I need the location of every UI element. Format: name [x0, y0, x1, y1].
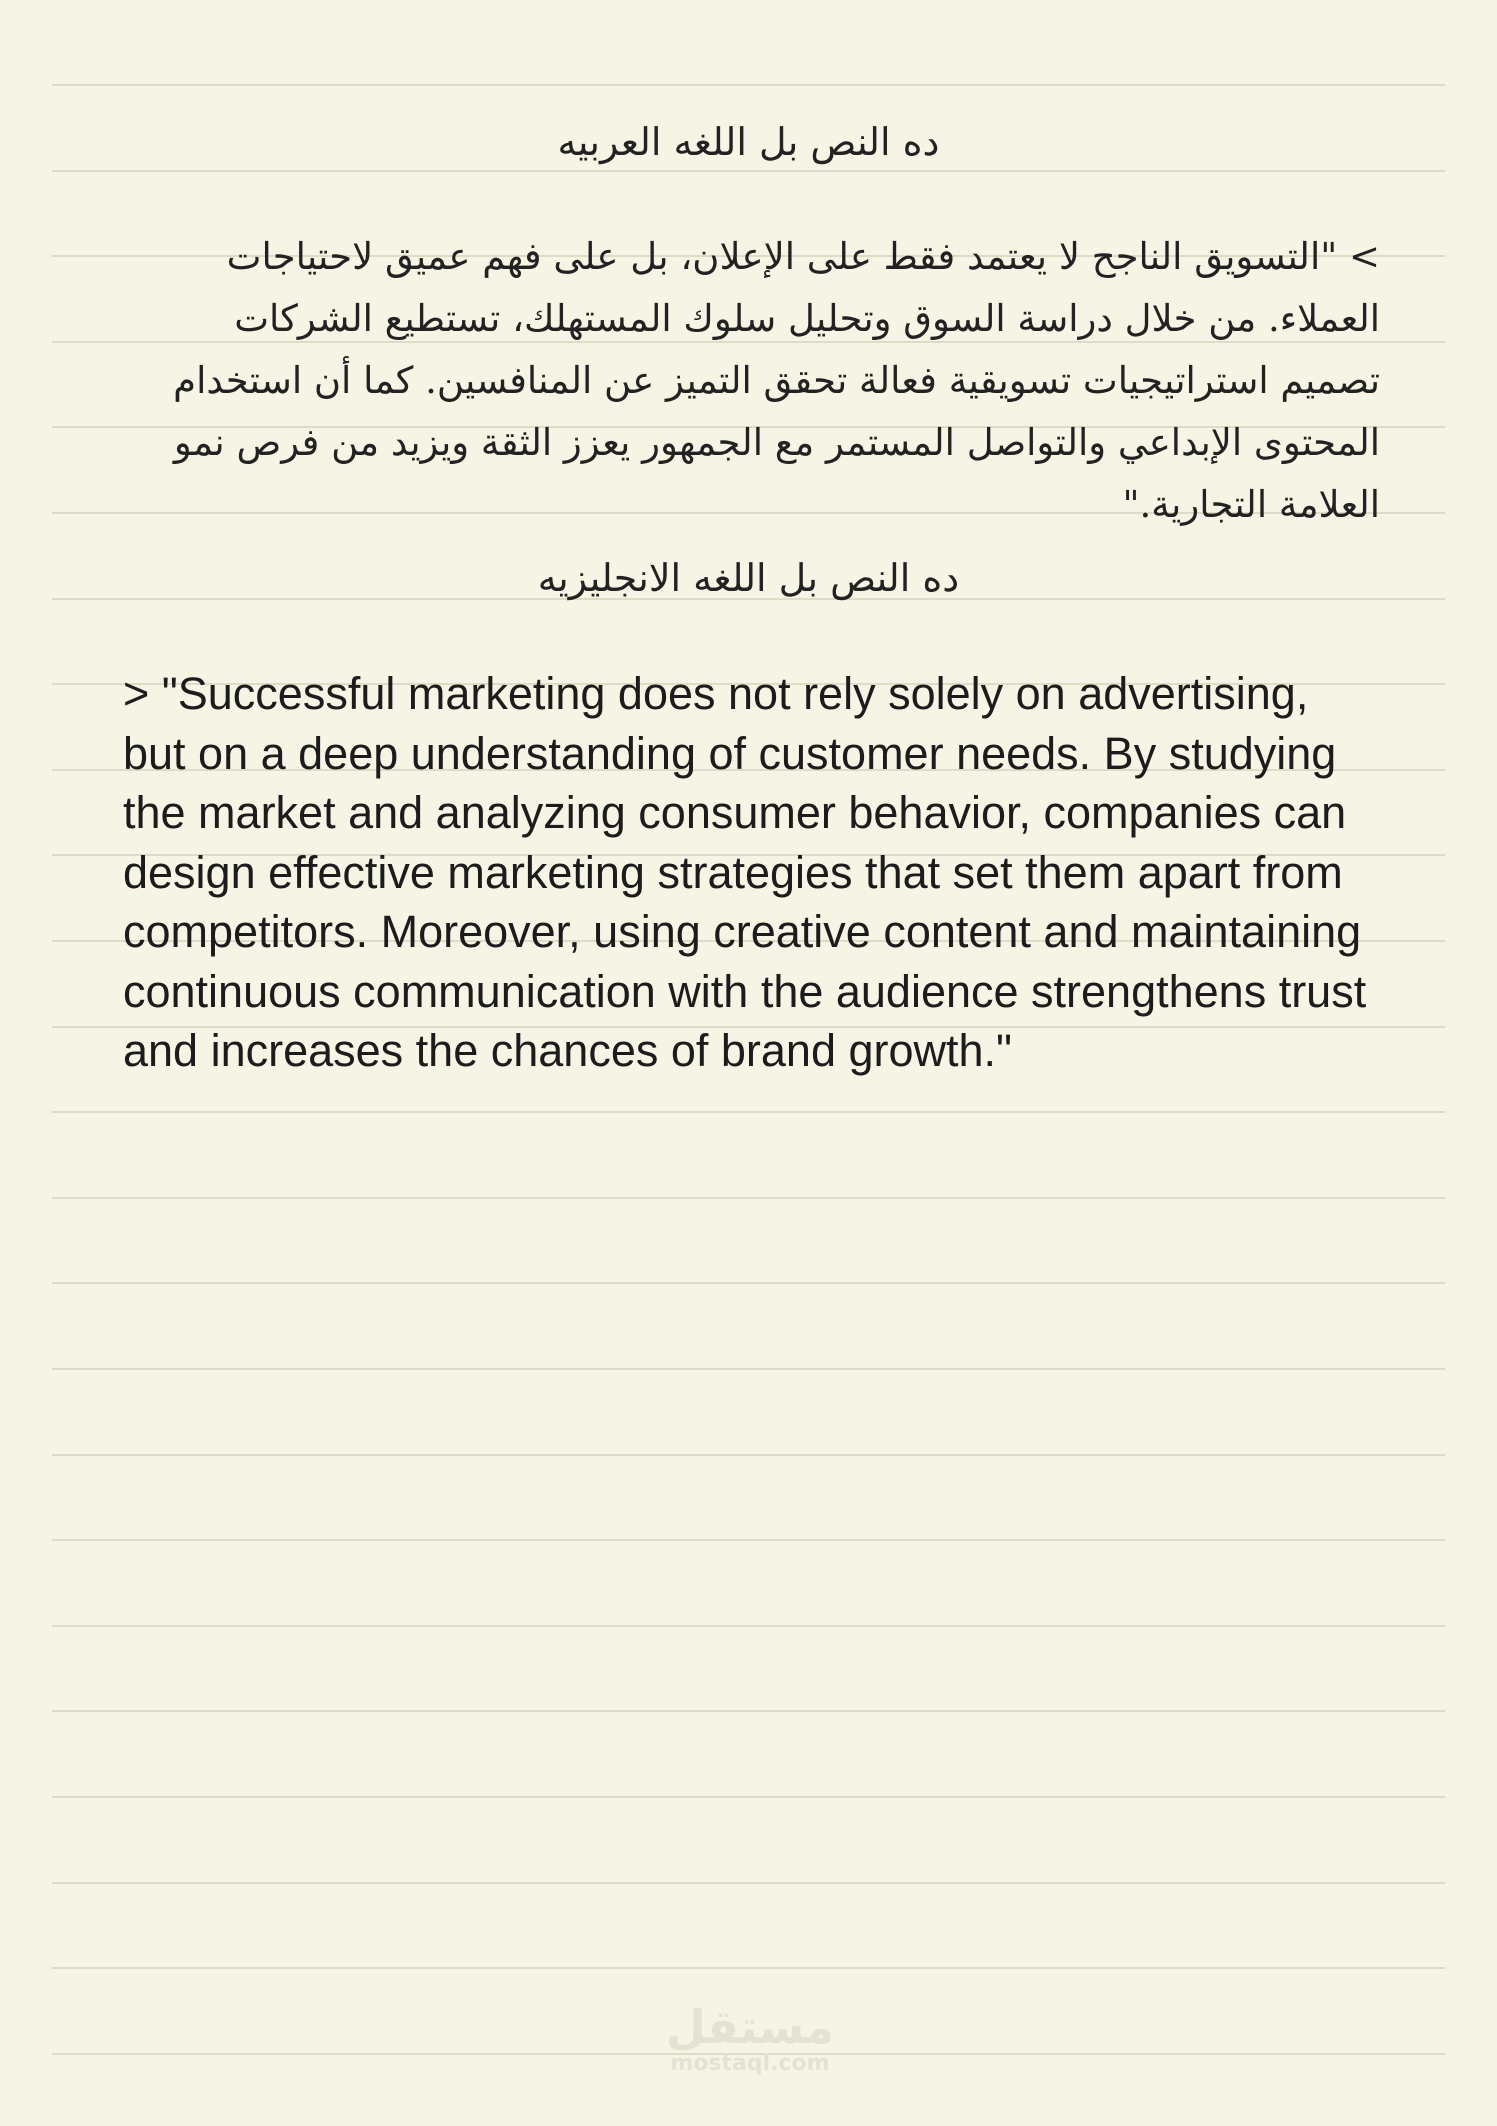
arabic-quote-paragraph: > "التسويق الناجح لا يعتمد فقط على الإعلان، بل على فهم عميق لاحتياجات العملاء. من خلال دراسة السوق وتحليل سلوك المستهلك، تستطيع الشركات تصميم استراتيجيات تسويقية فعالة تحقق التميز عن المنافسين. كما أن استخدام المحتوى الإبداعي والتواصل المستمر مع الجمهور يعزز الثقة ويزيد من فرص نمو العلامة التجارية." [173, 235, 1380, 526]
english-section-heading: ده النص بل اللغه الانجليزيه [537, 556, 960, 600]
english-quote-paragraph: > "Successful marketing does not rely solely on advertising, but on a deep understanding of customer needs. By studying the market and analyzing consumer behavior, companies can design effective marketing strategies that set them apart from competitors. Moreover, using creative content and maintaining continuous communication with the audience strengthens trust and increases the chances of brand growth." [123, 668, 1367, 1076]
arabic-section-heading: ده النص بل اللغه العربيه [557, 120, 940, 164]
mostaql-watermark [640, 2002, 860, 2076]
watermark-logo: مستقل [665, 2000, 835, 2054]
watermark-url: mostaql.com [670, 2051, 830, 2076]
